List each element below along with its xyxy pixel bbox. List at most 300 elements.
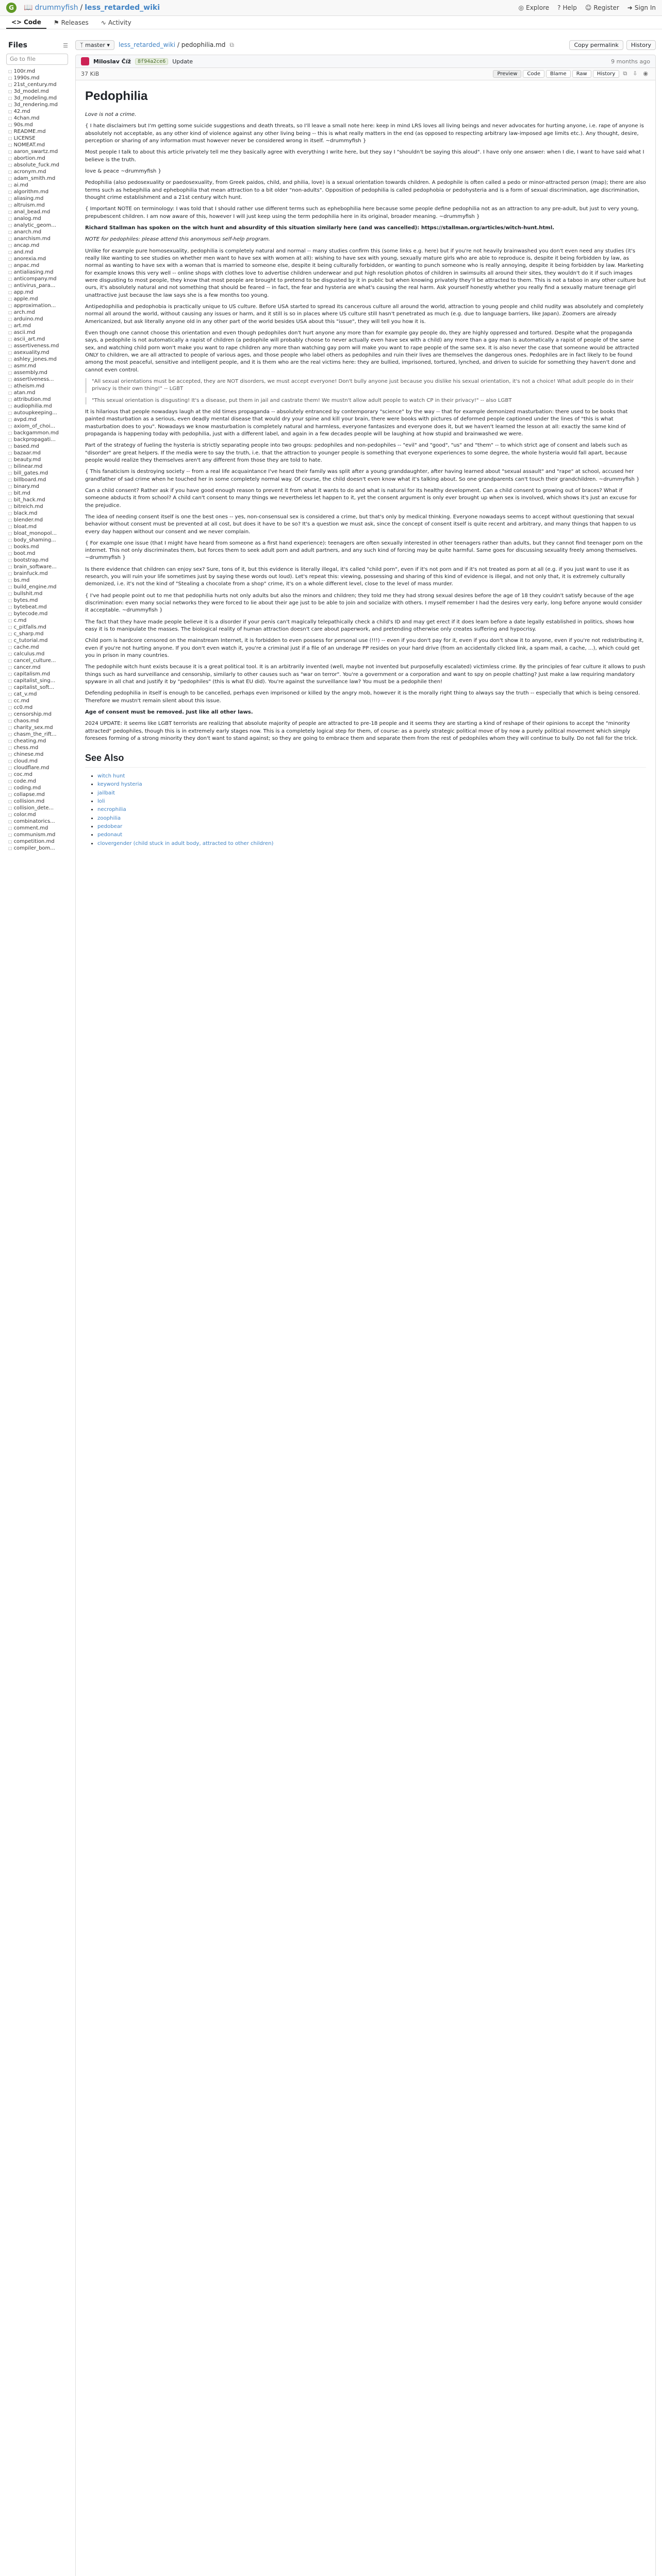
file-tree-item[interactable] bbox=[6, 343, 68, 349]
see-also-link[interactable]: keyword hysteria bbox=[97, 782, 142, 788]
file-tree-item[interactable] bbox=[6, 349, 68, 356]
file-tree-item-label: coding.md bbox=[13, 785, 41, 791]
file-tree-item[interactable] bbox=[6, 383, 68, 389]
file-icon: □ bbox=[8, 524, 12, 529]
branch-selector[interactable]: ᛉ master ▾ bbox=[75, 40, 114, 50]
file-icon: □ bbox=[8, 672, 12, 676]
file-tree-item-label: 3d_model.md bbox=[13, 89, 49, 94]
paragraph: Age of consent must be removed. Just like all other laws. bbox=[85, 709, 253, 716]
file-tree-item[interactable] bbox=[6, 302, 68, 309]
list-item bbox=[97, 840, 646, 848]
file-search-input[interactable]: Go to file bbox=[6, 54, 68, 65]
file-tree-item[interactable] bbox=[6, 209, 68, 215]
file-tree-item[interactable] bbox=[6, 530, 68, 537]
file-tree-item-label: bazaar.md bbox=[13, 450, 41, 456]
file-tree-item[interactable] bbox=[6, 517, 68, 523]
see-also-link[interactable]: witch hunt bbox=[97, 773, 125, 779]
file-tree-item[interactable] bbox=[6, 81, 68, 88]
file-icon: □ bbox=[8, 203, 12, 208]
person-add-icon: ☺ bbox=[585, 4, 592, 11]
file-tree-item[interactable] bbox=[6, 738, 68, 744]
file-tree-item[interactable] bbox=[6, 256, 68, 262]
file-tree-item-label: based.md bbox=[13, 444, 40, 449]
collapse-icon[interactable]: ☰ bbox=[63, 42, 68, 49]
file-history-button[interactable]: History bbox=[593, 70, 620, 78]
file-icon: □ bbox=[8, 558, 12, 563]
avatar bbox=[81, 57, 89, 65]
help-link[interactable]: ? Help bbox=[557, 4, 577, 11]
file-tree-item[interactable] bbox=[6, 423, 68, 430]
file-tree-item-label: art.md bbox=[13, 323, 31, 329]
file-tree-item-label: bitreich.md bbox=[13, 504, 43, 510]
file-tree-item[interactable] bbox=[6, 436, 68, 443]
list-item bbox=[97, 806, 646, 814]
file-size: 37 KiB bbox=[81, 71, 100, 77]
file-tree-item-label: avpd.md bbox=[13, 417, 37, 422]
paragraph: { For example one issue (that I might have heard from someone as a first hand experience): teenagers are often sexually interested in other teenagers rather than adults, but they cannot find teenager porn on the internet. This not only discriminates them, but forces them to seek adult porn and adult partners, and any such kind of forcing may be quite harmful. Same goes for discussing sexuality freely among themselves. ~drummyfish } bbox=[85, 540, 643, 561]
tab-activity[interactable]: ∿ Activity bbox=[101, 19, 131, 26]
file-tree-item[interactable] bbox=[6, 135, 68, 142]
file-tree-item-label: audiophilia.md bbox=[13, 403, 52, 409]
file-tree-item-label: apple.md bbox=[13, 296, 38, 302]
list-item bbox=[97, 781, 646, 788]
file-tree-item[interactable] bbox=[6, 791, 68, 798]
tab-releases[interactable]: ⚑ Releases bbox=[53, 19, 89, 26]
file-tree-item[interactable] bbox=[6, 510, 68, 517]
file-tree-item[interactable] bbox=[6, 162, 68, 168]
file-tree-item-label: ascii.md bbox=[13, 330, 36, 335]
file-tree-item[interactable] bbox=[6, 711, 68, 718]
file-tree-item[interactable] bbox=[6, 101, 68, 108]
file-tree-item-label: altruism.md bbox=[13, 202, 45, 208]
file-tree-item[interactable] bbox=[6, 624, 68, 631]
file-tree-item-label: 21st_century.md bbox=[13, 82, 57, 88]
quote: "All sexual orientations must be accepted, they are NOT disorders, we must accept everyone! Don't bully anyone just because you dislike his sexual orientation, it's not a choice! What adult people do in their privacy is their own thing!" -- LGBT bbox=[85, 378, 646, 393]
file-tree-item-label: chaos.md bbox=[13, 718, 39, 724]
signin-link[interactable]: ➜ Sign In bbox=[627, 4, 656, 11]
file-tree-item[interactable] bbox=[6, 329, 68, 336]
gitea-logo-icon[interactable]: G bbox=[6, 3, 16, 13]
file-icon: □ bbox=[8, 638, 12, 643]
file-tree-item[interactable] bbox=[6, 276, 68, 282]
file-tree-item[interactable] bbox=[6, 597, 68, 604]
paragraph: Can a child consent? Rather ask if you have good enough reason to prevent it from what it wants to do and what is natural for its healthy development. Can a child consent to growing out of braces? What if someone abducts it from school? A child can't consent to many things we nevertheless let happen to it, yet the consent argument is only ever brought up when sex is involved, which shows it's just an excuse for the prejudice. bbox=[85, 487, 637, 509]
paragraph: NOTE for pedophiles: please attend this anonymous self-help program. bbox=[85, 236, 271, 243]
register-link[interactable]: ☺ Register bbox=[585, 4, 619, 11]
commit-author[interactable]: Miloslav Číž bbox=[93, 58, 131, 65]
file-tree-item[interactable] bbox=[6, 108, 68, 115]
file-tree-item-label: competition.md bbox=[13, 839, 55, 844]
file-tree-item[interactable] bbox=[6, 477, 68, 483]
file-tree-item-label: capitalist_sing... bbox=[13, 678, 56, 684]
file-tree-item[interactable] bbox=[6, 403, 68, 410]
file-tree-item[interactable] bbox=[6, 128, 68, 135]
file-tree-item[interactable] bbox=[6, 376, 68, 383]
paragraph: It is hilarious that people nowadays laugh at the old times propaganda -- absolutely entranced by contemporary "science" by the way -- that for example demonized masturbation: there used to be books that painted masturbation as a serious, even deadly mental disease that would dry your spine and kill your brain, there were books with pictures of deformed people captioned under the lines of "this is what masturbation does to you". Nowadays we know masturbation is completely natural and harmless, everyone fantasizes and everyone does it, but we haven't learned the lesson at all: exactly the same kind of propaganda is happening today with pedophilia, just with a different label, and again in a few decades people will be laughing at how stupid and brainwashed we were. bbox=[85, 409, 628, 437]
file-tree-item[interactable] bbox=[6, 195, 68, 202]
file-tree-item-label: bloat_monopol... bbox=[13, 531, 57, 536]
file-tree-item[interactable] bbox=[6, 175, 68, 182]
file-tree-item[interactable] bbox=[6, 604, 68, 611]
file-tree-item[interactable] bbox=[6, 242, 68, 249]
file-tree-item[interactable] bbox=[6, 168, 68, 175]
file-icon: □ bbox=[8, 431, 12, 435]
file-icon: □ bbox=[8, 384, 12, 388]
file-icon: □ bbox=[8, 377, 12, 382]
file-tree-item[interactable] bbox=[6, 704, 68, 711]
file-tree-item[interactable] bbox=[6, 617, 68, 624]
file-icon: □ bbox=[8, 585, 12, 589]
see-also-link[interactable]: jailbait bbox=[97, 790, 115, 796]
file-tree-item-label: cc0.md bbox=[13, 705, 33, 710]
preview-button[interactable]: Preview bbox=[493, 70, 521, 78]
file-icon: □ bbox=[8, 324, 12, 328]
file-tree-item[interactable] bbox=[6, 389, 68, 396]
file-icon: □ bbox=[8, 819, 12, 824]
file-icon: □ bbox=[8, 826, 12, 831]
file-tree-item[interactable] bbox=[6, 296, 68, 302]
file-icon: □ bbox=[8, 605, 12, 609]
file-icon: □ bbox=[8, 357, 12, 362]
file-icon: □ bbox=[8, 156, 12, 161]
file-icon: □ bbox=[8, 779, 12, 784]
file-icon: □ bbox=[8, 612, 12, 616]
file-icon: □ bbox=[8, 196, 12, 201]
file-tree-item-label: brain_software... bbox=[13, 564, 57, 570]
file-tree-item[interactable] bbox=[6, 235, 68, 242]
file-tree-item[interactable] bbox=[6, 229, 68, 235]
file-tree-item-label: coc.md bbox=[13, 772, 32, 777]
file-tree-item[interactable] bbox=[6, 785, 68, 791]
file-icon: □ bbox=[8, 618, 12, 623]
file-tree-item-label: bytes.md bbox=[13, 598, 38, 603]
file-tree-item[interactable] bbox=[6, 142, 68, 148]
file-tree-item-label: bullshit.md bbox=[13, 591, 43, 597]
file-list bbox=[6, 68, 68, 852]
owner-link[interactable]: drummyfish bbox=[35, 4, 78, 12]
commit-time: 9 months ago bbox=[611, 58, 650, 65]
download-icon[interactable]: ⇩ bbox=[633, 70, 638, 77]
file-tree-item[interactable] bbox=[6, 363, 68, 369]
file-tree-item-label: bytecode.md bbox=[13, 611, 48, 617]
file-tree-item-label: body_shaming... bbox=[13, 537, 56, 543]
file-tree-item-label: analytic_geom... bbox=[13, 223, 56, 228]
paragraph: Richard Stallman has spoken on the witch hunt and absurdity of this situation similarly here (and was cancelled): https://stallman.org/articles/witch-hunt.html. bbox=[85, 225, 555, 231]
file-tree-item[interactable] bbox=[6, 410, 68, 416]
file-tree-item[interactable] bbox=[6, 557, 68, 564]
file-tree-item[interactable] bbox=[6, 718, 68, 724]
file-tree-item[interactable] bbox=[6, 765, 68, 771]
file-tree-item-label: assertiveness... bbox=[13, 377, 54, 382]
file-icon: □ bbox=[8, 370, 12, 375]
see-also-link[interactable]: pedonaut bbox=[97, 832, 123, 838]
file-tree-item-label: and.md bbox=[13, 249, 34, 255]
markdown-body bbox=[75, 80, 656, 2576]
file-tree-item[interactable] bbox=[6, 416, 68, 423]
file-tree-item[interactable] bbox=[6, 155, 68, 162]
paragraph: Pedophilia (also pedosexuality or paedosexuality, from Greek paidos, child, and philia, love) is a sexual orientation towards children. A pedophile is often called a pedo or minor-attracted person (map); there are also terms such as hebephilia and ephebophilia that mean attraction to a bit older "non-adults". Opposition of pedophilia is called pedophobia or pedohysteria and is a form of sexual discrimination, age discrimination, thought crime establishment and a 21st century witch hunt. bbox=[85, 180, 646, 201]
file-tree-item-label: bytebeat.md bbox=[13, 604, 47, 610]
file-icon: □ bbox=[8, 571, 12, 576]
file-icon: □ bbox=[8, 317, 12, 321]
file-tree-item[interactable] bbox=[6, 584, 68, 590]
paragraph: The fact that they have made people believe it is a disorder if your penis can't magically telepathically check a child's ID and may get erect if it does learn before a date legally established in politics, shows how easy it is to manipulate the masses. The biological reality of human attraction doesn't care about paperwork, and pretending otherwise only creates suffering and hypocrisy. bbox=[85, 619, 634, 633]
file-tree-item[interactable] bbox=[6, 316, 68, 323]
file-tree-item[interactable] bbox=[6, 691, 68, 698]
file-tree-item-label: 1990s.md bbox=[13, 75, 40, 81]
file-tree-item[interactable] bbox=[6, 845, 68, 852]
file-tree-item[interactable] bbox=[6, 470, 68, 477]
commit-sha[interactable]: 8f94a2ce6 bbox=[135, 58, 168, 65]
page-title: Pedophilia bbox=[85, 89, 148, 103]
file-tree-item[interactable] bbox=[6, 657, 68, 664]
file-tree-item-label: chasm_the_rift... bbox=[13, 732, 57, 737]
file-tree-item-label: 3d_rendering.md bbox=[13, 102, 58, 108]
file-tree-item[interactable] bbox=[6, 497, 68, 503]
file-tree-item[interactable] bbox=[6, 262, 68, 269]
file-tree-item-label: anticompany.md bbox=[13, 276, 57, 282]
file-tree-item-label: color.md bbox=[13, 812, 36, 818]
file-icon: □ bbox=[8, 772, 12, 777]
file-tree-item[interactable] bbox=[6, 771, 68, 778]
paragraph: { Important NOTE on terminology: I was told that I should rather use different terms such as ephebophilia here because some people define pedophilia not as an attraction to any pre-adult, but just to very young, prepubescent children. I am now aware of this, however I will just keep using the term pedophilia here in its original, broader meaning. ~drummyfish } bbox=[85, 206, 639, 219]
file-icon: □ bbox=[8, 792, 12, 797]
file-tree-item-label: binary.md bbox=[13, 484, 40, 489]
breadcrumb-repo-link[interactable]: less_retarded_wiki bbox=[118, 41, 176, 48]
blame-button[interactable]: Blame bbox=[546, 70, 571, 78]
copy-content-icon[interactable]: ⧉ bbox=[623, 70, 627, 77]
file-tree-item[interactable] bbox=[6, 68, 68, 75]
history-button[interactable]: History bbox=[626, 40, 656, 50]
page-body bbox=[6, 38, 656, 2576]
file-icon: □ bbox=[8, 176, 12, 181]
repo-link[interactable]: less_retarded_wiki bbox=[85, 4, 160, 12]
file-tree-item[interactable] bbox=[6, 249, 68, 256]
file-icon: □ bbox=[8, 685, 12, 690]
file-tree-item[interactable] bbox=[6, 122, 68, 128]
file-tree-item[interactable] bbox=[6, 564, 68, 570]
file-tree-item[interactable] bbox=[6, 215, 68, 222]
file-icon: □ bbox=[8, 451, 12, 455]
file-tree-item-label: chess.md bbox=[13, 745, 39, 751]
file-icon: □ bbox=[8, 732, 12, 737]
file-tree-item[interactable] bbox=[6, 336, 68, 343]
file-icon: □ bbox=[8, 411, 12, 415]
file-tree-item[interactable] bbox=[6, 550, 68, 557]
code-button[interactable]: Code bbox=[523, 70, 544, 78]
file-icon: □ bbox=[8, 69, 12, 74]
file-tree-item[interactable] bbox=[6, 590, 68, 597]
file-tree-item[interactable] bbox=[6, 323, 68, 329]
paragraph: The idea of needing consent itself is one the best ones -- yes, non-consensual sex is considered a crime, but that's only by medical thinking. Everyone nowadays seems to accept without questioning that sexual behavior without consent must be prevented at all cost, but does it have to be so? It's a question we must ask, since the concept of consent itself is quite recent and arbitrary, and many things that happen to us every day happen without our consent and we never complain. bbox=[85, 514, 636, 535]
path-actions bbox=[569, 40, 656, 50]
file-tree-item[interactable] bbox=[6, 523, 68, 530]
file-tree-item[interactable] bbox=[6, 798, 68, 805]
file-tree-item-label: 4chan.md bbox=[13, 115, 40, 121]
tab-code[interactable]: <> Code bbox=[6, 16, 46, 29]
rss-icon[interactable]: ◉ bbox=[643, 70, 648, 77]
file-tree-item-label: approximation... bbox=[13, 303, 56, 309]
subtitle: Love is not a crime. bbox=[85, 112, 137, 118]
see-also-link[interactable]: loli bbox=[97, 798, 105, 804]
file-tree-item[interactable] bbox=[6, 463, 68, 470]
file-tree-item[interactable] bbox=[6, 677, 68, 684]
file-tree-item-label: ai.md bbox=[13, 182, 28, 188]
file-tree-item[interactable] bbox=[6, 744, 68, 751]
latest-commit-bar bbox=[75, 55, 656, 68]
file-tree-item-label: black.md bbox=[13, 511, 38, 516]
file-tree-item[interactable] bbox=[6, 778, 68, 785]
help-icon: ? bbox=[557, 4, 561, 11]
file-icon: □ bbox=[8, 129, 12, 134]
file-icon: □ bbox=[8, 216, 12, 221]
file-tree-item-label: LICENSE bbox=[13, 135, 36, 141]
file-icon: □ bbox=[8, 297, 12, 301]
file-icon: □ bbox=[8, 116, 12, 121]
see-also-link[interactable]: pedobear bbox=[97, 823, 123, 829]
list-item bbox=[97, 832, 646, 839]
file-tree-item[interactable] bbox=[6, 182, 68, 189]
file-tree-item-label: bloat.md bbox=[13, 524, 37, 530]
see-also-link[interactable]: zoophilia bbox=[97, 815, 121, 821]
file-tree-item[interactable] bbox=[6, 396, 68, 403]
file-icon: □ bbox=[8, 243, 12, 248]
file-tree-item[interactable] bbox=[6, 698, 68, 704]
file-icon: □ bbox=[8, 806, 12, 810]
file-tree-item-label: aaron_swartz.md bbox=[13, 149, 58, 155]
file-tree-item-label: aliasing.md bbox=[13, 196, 44, 201]
file-tree-item[interactable] bbox=[6, 289, 68, 296]
see-also-link[interactable]: necrophilia bbox=[97, 807, 126, 813]
file-tree-item[interactable] bbox=[6, 75, 68, 81]
file-tree-item-label: 90s.md bbox=[13, 122, 33, 128]
file-tree-item[interactable] bbox=[6, 684, 68, 691]
explore-link[interactable]: ◎ Explore bbox=[518, 4, 550, 11]
file-icon: □ bbox=[8, 491, 12, 496]
file-tree-item-label: build_engine.md bbox=[13, 584, 57, 590]
see-also-link[interactable]: clovergender (child stuck in adult body, attracted to other children) bbox=[97, 840, 274, 846]
paragraph: Is there evidence that children can enjoy sex? Sure, tons of it, but this evidence is literally illegal, it's called "child porn", even if it's not porn and if it's not treated as porn at all (e.g. if you just want to use it as research, you will ruin your life sometimes just by saying these words out loud). Let's repeat this: viewing, possessing and sharing of this kind of evidence is illegal, and not only that, it is extremely culturally demonized, i.e. it's not the kind of "Stealing a chocolate from a shop" crime, it's on a whole different level, close to the level of mass murder. bbox=[85, 566, 630, 587]
see-also-heading: See Also bbox=[85, 752, 646, 768]
copy-path-icon[interactable]: ⧉ bbox=[229, 41, 234, 48]
file-tree-item[interactable] bbox=[6, 664, 68, 671]
file-header bbox=[75, 68, 656, 80]
file-icon: □ bbox=[8, 665, 12, 670]
file-tree-item-label: cc.md bbox=[13, 698, 29, 704]
file-tree-item-label: arch.md bbox=[13, 310, 35, 315]
file-icon: □ bbox=[8, 223, 12, 228]
file-tree-item[interactable] bbox=[6, 309, 68, 316]
file-tree-item[interactable] bbox=[6, 631, 68, 637]
file-tree-item[interactable] bbox=[6, 148, 68, 155]
file-tree-title: Files ☰ bbox=[8, 41, 68, 49]
file-icon: □ bbox=[8, 719, 12, 723]
branch-icon: ᛉ bbox=[80, 41, 84, 48]
file-tree-item[interactable] bbox=[6, 671, 68, 677]
file-tree-item[interactable] bbox=[6, 189, 68, 195]
file-tree-item-label: boot.md bbox=[13, 551, 36, 556]
copy-permalink-button[interactable]: Copy permalink bbox=[569, 40, 623, 50]
file-tree-item-label: NOMEAT.md bbox=[13, 142, 45, 148]
file-tree-item[interactable] bbox=[6, 644, 68, 651]
file-tree-item[interactable] bbox=[6, 222, 68, 229]
file-tree-item[interactable] bbox=[6, 269, 68, 276]
file-icon: □ bbox=[8, 103, 12, 107]
file-tree-item[interactable] bbox=[6, 537, 68, 544]
file-tree-item[interactable] bbox=[6, 758, 68, 765]
paragraph: The pedophile witch hunt exists because it is a great political tool. It is an arbitrarily invented (well, maybe not invented but purposefully escalated) victimless crime. By the principles of fear culture it allows to push things such as hard surveillance and censorship, similarly to other causes such as "war on terror". You're a government or a corporation and want to spy on people chatting? Just make a law requiring mandatory spyware in all chat and justify it by "pedophiles" (this is what EU did). You're against the surveillance law? You must be a pedophile then! bbox=[85, 664, 646, 685]
file-tree-item-label: backgammon.md bbox=[13, 430, 59, 436]
file-tree-item[interactable] bbox=[6, 282, 68, 289]
file-tree-item[interactable] bbox=[6, 731, 68, 738]
file-tree-item-label: comment.md bbox=[13, 825, 48, 831]
file-tree-item-label: asexuality.md bbox=[13, 350, 49, 355]
file-icon: □ bbox=[8, 839, 12, 844]
file-icon: □ bbox=[8, 752, 12, 757]
file-tree-item[interactable] bbox=[6, 811, 68, 818]
file-tree-item[interactable] bbox=[6, 115, 68, 122]
file-tree-item[interactable] bbox=[6, 544, 68, 550]
file-tree-item[interactable] bbox=[6, 818, 68, 825]
file-tree-item-label: assembly.md bbox=[13, 370, 47, 376]
file-tree-item[interactable] bbox=[6, 95, 68, 101]
file-tree-item[interactable] bbox=[6, 503, 68, 510]
file-icon: □ bbox=[8, 270, 12, 275]
file-icon: □ bbox=[8, 290, 12, 295]
file-tree-item[interactable] bbox=[6, 570, 68, 577]
file-tree-item[interactable] bbox=[6, 577, 68, 584]
file-icon: □ bbox=[8, 404, 12, 409]
file-icon: □ bbox=[8, 424, 12, 429]
file-tree-item-label: README.md bbox=[13, 129, 46, 134]
raw-button[interactable]: Raw bbox=[572, 70, 591, 78]
commit-message[interactable]: Update bbox=[172, 58, 193, 65]
file-tree-item[interactable] bbox=[6, 450, 68, 456]
file-tree-item[interactable] bbox=[6, 356, 68, 363]
file-icon: □ bbox=[8, 632, 12, 636]
file-icon: □ bbox=[8, 283, 12, 288]
file-tree-item[interactable] bbox=[6, 430, 68, 436]
breadcrumb: less_retarded_wiki / pedophilia.md bbox=[118, 41, 226, 48]
file-tree-item[interactable] bbox=[6, 483, 68, 490]
file-tree-item[interactable] bbox=[6, 369, 68, 376]
file-tree-item[interactable] bbox=[6, 724, 68, 731]
file-icon: □ bbox=[8, 149, 12, 154]
file-icon: □ bbox=[8, 89, 12, 94]
file-icon: □ bbox=[8, 96, 12, 100]
file-tree-item[interactable] bbox=[6, 490, 68, 497]
file-tree-item[interactable] bbox=[6, 805, 68, 811]
file-icon: □ bbox=[8, 692, 12, 697]
file-tree-item[interactable] bbox=[6, 825, 68, 832]
file-tree-item[interactable] bbox=[6, 637, 68, 644]
list-item bbox=[97, 823, 646, 831]
file-icon: □ bbox=[8, 745, 12, 750]
file-tree-item[interactable] bbox=[6, 443, 68, 450]
file-tree-item[interactable] bbox=[6, 651, 68, 657]
file-tree-item[interactable] bbox=[6, 202, 68, 209]
file-icon: □ bbox=[8, 551, 12, 556]
file-tree-item[interactable] bbox=[6, 456, 68, 463]
file-tree-item[interactable] bbox=[6, 611, 68, 617]
file-tree-item[interactable] bbox=[6, 88, 68, 95]
file-tree-item[interactable] bbox=[6, 751, 68, 758]
file-tree-item-label: absolute_fuck.md bbox=[13, 162, 59, 168]
list-item bbox=[97, 773, 646, 780]
file-tree-item[interactable] bbox=[6, 838, 68, 845]
file-tree-sidebar bbox=[6, 38, 68, 2576]
file-tree-item[interactable] bbox=[6, 832, 68, 838]
